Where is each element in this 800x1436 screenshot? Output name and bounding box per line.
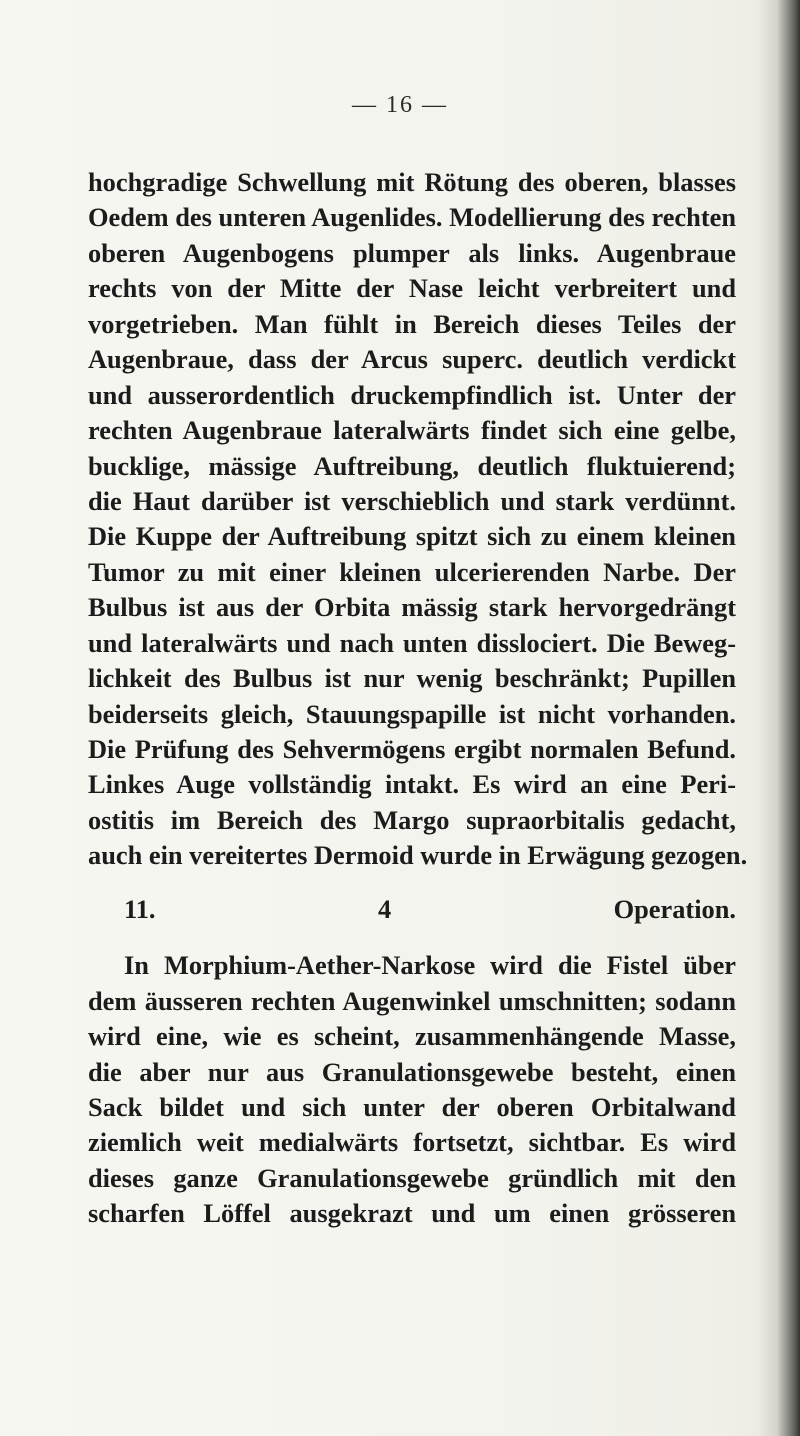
text-line: ostitis im Bereich des Margo supraorbitalis gedacht, — [88, 804, 736, 835]
text-line: beiderseits gleich, Stauungspapille ist nicht vorhanden. — [88, 698, 736, 729]
text-line: Die Prüfung des Sehvermögens ergibt normalen Befund. — [88, 734, 736, 764]
text-line: bucklige, mässige Auftreibung, deutlich fluktuierend; — [88, 450, 736, 481]
text-line: wird eine, wie es scheint, zusammenhängende Masse, — [88, 1021, 736, 1052]
text-line: und lateralwärts und nach unten disslociert. Die Beweg- — [88, 627, 736, 658]
text-line: lichkeit des Bulbus ist nur wenig beschränkt; Pupillen — [88, 663, 736, 694]
text-line: Bulbus ist aus der Orbita mässig stark hervorgedrängt — [88, 592, 736, 623]
text-line: dem äusseren rechten Augenwinkel umschnitten; sodann — [88, 985, 736, 1016]
page-edge-shadow — [758, 0, 800, 1436]
text-line: und ausserordentlich druckempfindlich ist. Unter der — [88, 379, 736, 410]
text-line: Oedem des unteren Augenlides. Modellierung des rechten — [88, 202, 736, 233]
text-line: rechten Augenbraue lateralwärts findet sich eine gelbe, — [88, 415, 736, 446]
text-line: ziemlich weit medialwärts fortsetzt, sichtbar. Es wird — [88, 1127, 736, 1158]
text-line: Sack bildet und sich unter der oberen Orbitalwand — [88, 1091, 736, 1122]
text-line: rechts von der Mitte der Nase leicht verbreitert und — [88, 273, 736, 304]
section-heading: 11. 4 Operation. — [124, 893, 736, 924]
text-line: auch ein vereitertes Dermoid wurde in Erwägung gezogen. — [88, 840, 748, 871]
text-line: dieses ganze Granulationsgewebe gründlich mit den — [88, 1162, 736, 1193]
text-line: vorgetrieben. Man fühlt in Bereich dieses Teiles der — [88, 308, 736, 339]
text-line: scharfen Löffel ausgekrazt und um einen grösseren — [88, 1198, 736, 1229]
text-line: die Haut darüber ist verschieblich und stark verdünnt. — [88, 485, 736, 516]
body-text — [88, 165, 748, 1232]
text-line: hochgradige Schwellung mit Rötung des oberen, blasses — [88, 167, 736, 197]
text-line: Die Kuppe der Auftreibung spitzt sich zu einem kleinen — [88, 521, 736, 552]
paragraph-1 — [88, 165, 748, 874]
text-line: Linkes Auge vollständig intakt. Es wird an eine Peri- — [88, 769, 736, 800]
text-line: oberen Augenbogens plumper als links. Augenbraue — [88, 237, 736, 268]
text-line: die aber nur aus Granulationsgewebe besteht, einen — [88, 1056, 736, 1087]
text-line: In Morphium-Aether-Narkose wird die Fistel über — [124, 950, 736, 981]
page-number: — 16 — — [352, 92, 448, 118]
text-line: Tumor zu mit einer kleinen ulcerierenden Narbe. Der — [88, 556, 736, 587]
paragraph-2 — [88, 948, 736, 1232]
text-line: Augenbraue, dass der Arcus superc. deutlich verdickt — [88, 344, 736, 375]
